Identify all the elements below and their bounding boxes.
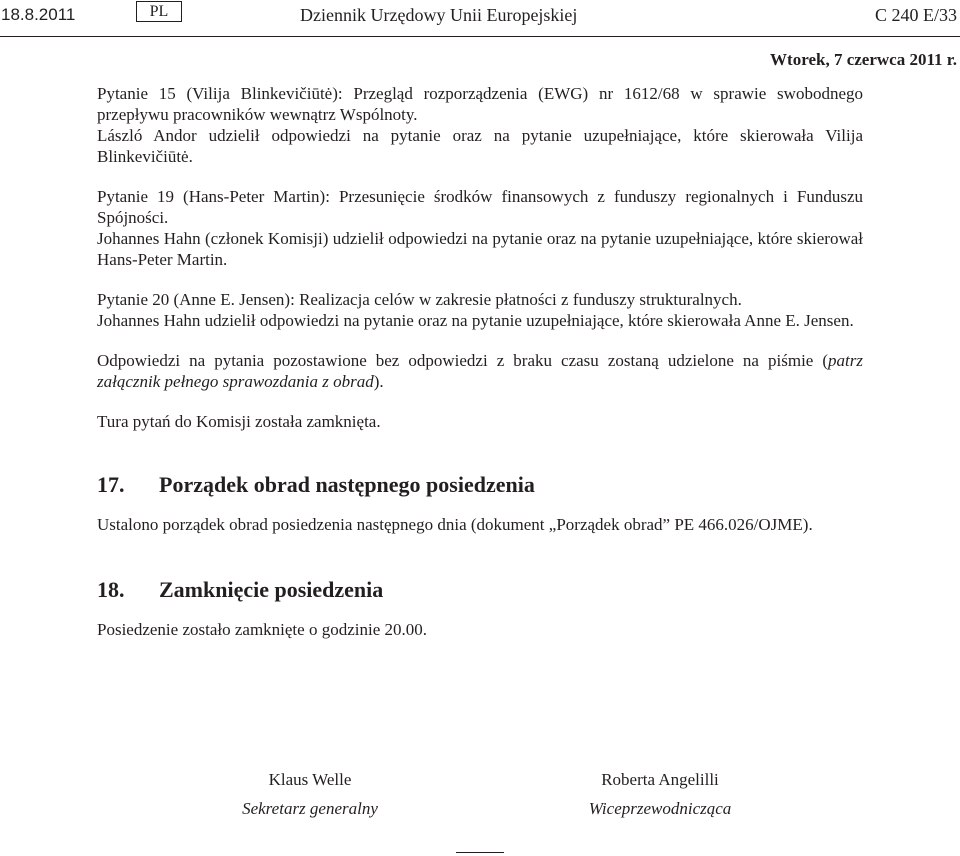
written-answers-note <box>97 350 863 392</box>
question-15-answer: László Andor udzielił odpowiedzi na pytanie oraz na pytanie uzupełniające, które skierowała Vilija Blinkevičiūtė. <box>97 126 863 166</box>
section-17-title: Porządek obrad następnego posiedzenia <box>159 472 535 497</box>
publication-date: 18.8.2011 <box>1 5 76 24</box>
journal-reference: C 240 E/33 <box>874 5 957 25</box>
signature-secretary-general <box>215 765 405 823</box>
section-18-heading <box>97 577 863 603</box>
signature-vice-president <box>560 765 760 823</box>
journal-title: Dziennik Urzędowy Unii Europejskiej <box>300 5 578 25</box>
header-rule <box>0 36 960 37</box>
signatory-role: Sekretarz generalny <box>242 799 378 818</box>
question-15-title: Pytanie 15 (Vilija Blinkevičiūtė): Przegląd rozporządzenia (EWG) nr 1612/68 w sprawie swobodnego przepływu pracowników wewnątrz Wspólnoty. <box>97 84 863 124</box>
section-17-text: Ustalono porządek obrad posiedzenia następnego dnia (dokument „Porządek obrad” PE 466.026/OJME). <box>97 515 813 534</box>
question-19-title: Pytanie 19 (Hans-Peter Martin): Przesunięcie środków finansowych z funduszy regionalnych i Funduszu Spójności. <box>97 187 863 227</box>
language-badge: PL <box>136 1 182 22</box>
question-20-title: Pytanie 20 (Anne E. Jensen): Realizacja celów w zakresie płatności z funduszy strukturalnych. <box>97 290 742 309</box>
section-18-text: Posiedzenie zostało zamknięte o godzinie 20.00. <box>97 620 427 639</box>
question-19-answer: Johannes Hahn (członek Komisji) udzielił odpowiedzi na pytanie oraz na pytanie uzupełniające, które skierował Hans-Peter Martin. <box>97 229 863 269</box>
signatory-name: Klaus Welle <box>268 770 352 789</box>
page-header <box>0 0 960 38</box>
written-answers-text: Odpowiedzi na pytania pozostawione bez odpowiedzi z braku czasu zostaną udzielone na piśmie ( <box>97 351 829 370</box>
written-answers-reference: patrz załącznik pełnego sprawozdania z obrad <box>97 351 863 391</box>
section-17-number: 17. <box>97 472 125 497</box>
section-18-number: 18. <box>97 577 125 602</box>
question-20-answer: Johannes Hahn udzielił odpowiedzi na pytanie oraz na pytanie uzupełniające, które skierowała Anne E. Jensen. <box>97 311 854 330</box>
footer-rule <box>456 852 504 853</box>
signatory-role: Wiceprzewodnicząca <box>588 799 732 818</box>
section-17-heading <box>97 472 863 498</box>
signatory-name: Roberta Angelilli <box>601 770 719 789</box>
written-answers-end: ). <box>373 372 384 391</box>
sitting-date: Wtorek, 7 czerwca 2011 r. <box>770 50 957 69</box>
section-18-title: Zamknięcie posiedzenia <box>159 577 384 602</box>
question-time-closed: Tura pytań do Komisji została zamknięta. <box>97 412 381 431</box>
document-body <box>97 83 863 640</box>
